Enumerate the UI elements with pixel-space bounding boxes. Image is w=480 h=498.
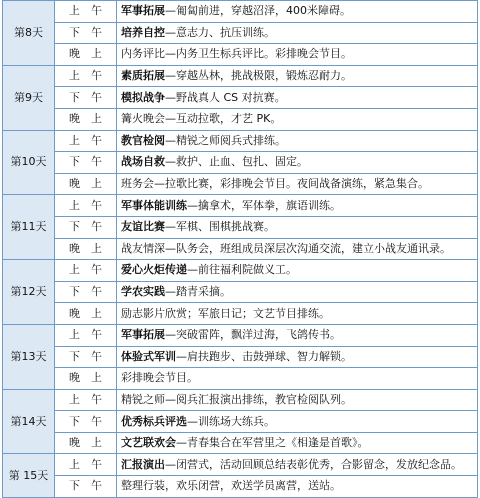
- time-slot: [55, 346, 117, 368]
- time-slot-first-char: 下: [69, 90, 80, 104]
- time-slot-second-char: 午: [91, 285, 102, 299]
- activity-title: 友谊比赛: [121, 220, 165, 234]
- schedule-row: [3, 130, 478, 152]
- activity-cell: [117, 368, 478, 390]
- time-slot: [55, 108, 117, 130]
- schedule-row: [3, 1, 478, 23]
- time-slot-second-char: 上: [91, 241, 102, 255]
- activity-cell: [117, 260, 478, 282]
- activity-description: —擒拿术，军体拳，旗语训练。: [187, 198, 341, 212]
- activity-title: 体验式军训: [121, 349, 176, 363]
- activity-title: 学农实践: [121, 285, 165, 299]
- activity-title: 文艺联欢会: [121, 436, 176, 450]
- activity-description: 内务评比—内务卫生标兵评比。彩排晚会节目。: [121, 47, 352, 61]
- activity-cell: [117, 324, 478, 346]
- schedule-row: [3, 44, 478, 66]
- time-slot: [55, 216, 117, 238]
- time-slot: [55, 454, 117, 476]
- time-slot: [55, 411, 117, 433]
- activity-description: —踏青采摘。: [165, 285, 231, 299]
- activity-description: —闭营式，活动回顾总结表彰优秀，合影留念，发放纪念品。: [165, 457, 462, 471]
- activity-description: 整理行装，欢乐闭营，欢送学员离营，送站。: [121, 479, 341, 493]
- activity-description: 篝火晚会—互动拉歌，才艺 PK。: [121, 112, 282, 126]
- activity-cell: [117, 411, 478, 433]
- schedule-row: [3, 108, 478, 130]
- schedule-table: [2, 0, 478, 498]
- day-label: 第8天: [3, 1, 55, 66]
- activity-description: —青春集合在军营里之《相逢是首歌》。: [176, 436, 369, 450]
- time-slot-first-char: 晚: [69, 112, 80, 126]
- activity-cell: [117, 281, 478, 303]
- activity-cell: [117, 87, 478, 109]
- time-slot: [55, 324, 117, 346]
- schedule-body: [3, 1, 478, 498]
- time-slot-second-char: 上: [91, 47, 102, 61]
- time-slot-second-char: 午: [91, 198, 102, 212]
- schedule-row: [3, 281, 478, 303]
- time-slot-first-char: 上: [69, 133, 80, 147]
- activity-title: 汇报演出: [121, 457, 165, 471]
- time-slot: [55, 152, 117, 174]
- time-slot-second-char: 上: [91, 112, 102, 126]
- time-slot: [55, 1, 117, 23]
- schedule-row: [3, 389, 478, 411]
- activity-title: 爱心火炬传递: [121, 263, 187, 277]
- activity-description: —野战真人 CS 对抗赛。: [165, 90, 286, 104]
- activity-description: 战友情深—队务会，班组成员深层次沟通交流，建立小战友通讯录。: [121, 241, 451, 255]
- activity-cell: [117, 432, 478, 454]
- time-slot-second-char: 上: [91, 436, 102, 450]
- schedule-row: [3, 195, 478, 217]
- time-slot-second-char: 午: [91, 479, 102, 493]
- activity-cell: [117, 346, 478, 368]
- day-label: 第12天: [3, 260, 55, 325]
- schedule-row: [3, 216, 478, 238]
- time-slot-first-char: 晚: [69, 177, 80, 191]
- time-slot: [55, 173, 117, 195]
- time-slot-second-char: 午: [91, 263, 102, 277]
- activity-title: 战场自救: [121, 155, 165, 169]
- schedule-row: [3, 368, 478, 390]
- activity-title: 教官检阅: [121, 133, 165, 147]
- time-slot-first-char: 晚: [69, 436, 80, 450]
- activity-description: —肩扶跑步、击鼓弹球、智力解锁。: [176, 349, 352, 363]
- time-slot-second-char: 午: [91, 155, 102, 169]
- time-slot-second-char: 上: [91, 306, 102, 320]
- time-slot-first-char: 下: [69, 479, 80, 493]
- time-slot-second-char: 午: [91, 349, 102, 363]
- time-slot-first-char: 上: [69, 198, 80, 212]
- activity-title: 军事拓展: [121, 4, 165, 18]
- day-label: 第 15天: [3, 454, 55, 497]
- schedule-row: [3, 476, 478, 498]
- schedule-row: [3, 346, 478, 368]
- day-label: 第14天: [3, 389, 55, 454]
- schedule-row: [3, 238, 478, 260]
- activity-cell: [117, 22, 478, 44]
- time-slot: [55, 476, 117, 498]
- time-slot-second-char: 上: [91, 177, 102, 191]
- time-slot-second-char: 午: [91, 414, 102, 428]
- time-slot-first-char: 下: [69, 414, 80, 428]
- time-slot: [55, 432, 117, 454]
- activity-cell: [117, 130, 478, 152]
- schedule-row: [3, 260, 478, 282]
- time-slot: [55, 65, 117, 87]
- schedule-row: [3, 152, 478, 174]
- activity-description: 励志影片欣赏；军旅日记；文艺节目排练。: [121, 306, 330, 320]
- time-slot-first-char: 上: [69, 69, 80, 83]
- time-slot-second-char: 午: [91, 392, 102, 406]
- activity-title: 培养自控: [121, 25, 165, 39]
- activity-title: 模拟战争: [121, 90, 165, 104]
- time-slot: [55, 238, 117, 260]
- schedule-row: [3, 303, 478, 325]
- activity-description: —意志力、抗压训练。: [165, 25, 275, 39]
- time-slot-first-char: 下: [69, 349, 80, 363]
- time-slot-second-char: 上: [91, 371, 102, 385]
- day-label: 第13天: [3, 324, 55, 389]
- activity-description: —穿越丛林，挑战极限，锻炼忍耐力。: [165, 69, 352, 83]
- schedule-row: [3, 65, 478, 87]
- time-slot: [55, 281, 117, 303]
- activity-cell: [117, 216, 478, 238]
- time-slot-first-char: 晚: [69, 241, 80, 255]
- activity-title: 优秀标兵评选: [121, 414, 187, 428]
- time-slot-second-char: 午: [91, 220, 102, 234]
- activity-cell: [117, 1, 478, 23]
- time-slot-second-char: 午: [91, 133, 102, 147]
- activity-description: 精锐之师—阅兵汇报演出排练，教官检阅队列。: [121, 392, 352, 406]
- activity-description: —突破雷阵，飘洋过海，飞鸽传书。: [165, 328, 341, 342]
- time-slot: [55, 303, 117, 325]
- activity-title: 军事拓展: [121, 328, 165, 342]
- schedule-row: [3, 173, 478, 195]
- activity-cell: [117, 108, 478, 130]
- activity-cell: [117, 476, 478, 498]
- schedule-row: [3, 411, 478, 433]
- activity-description: —精锐之师阅兵式排练。: [165, 133, 286, 147]
- activity-description: —救护、止血、包扎、固定。: [165, 155, 308, 169]
- activity-description: 彩排晚会节目。: [121, 371, 198, 385]
- activity-description: —前往福利院做义工。: [187, 263, 297, 277]
- activity-cell: [117, 195, 478, 217]
- time-slot: [55, 130, 117, 152]
- time-slot-first-char: 上: [69, 263, 80, 277]
- activity-cell: [117, 238, 478, 260]
- activity-cell: [117, 65, 478, 87]
- time-slot-first-char: 晚: [69, 371, 80, 385]
- schedule-row: [3, 324, 478, 346]
- time-slot: [55, 22, 117, 44]
- activity-title: 军事体能训练: [121, 198, 187, 212]
- schedule-row: [3, 22, 478, 44]
- day-label: 第11天: [3, 195, 55, 260]
- activity-description: —匍匐前进，穿越沼泽，400米障碍。: [165, 4, 351, 18]
- time-slot-first-char: 上: [69, 392, 80, 406]
- time-slot-first-char: 晚: [69, 47, 80, 61]
- activity-description: —训练场大练兵。: [187, 414, 275, 428]
- time-slot: [55, 195, 117, 217]
- day-label: 第10天: [3, 130, 55, 195]
- activity-cell: [117, 152, 478, 174]
- activity-description: 班务会—拉歌比赛，彩排晚会节目。夜间战备演练，紧急集合。: [121, 177, 429, 191]
- schedule-row: [3, 432, 478, 454]
- time-slot-first-char: 晚: [69, 306, 80, 320]
- time-slot-second-char: 午: [91, 69, 102, 83]
- schedule-row: [3, 87, 478, 109]
- time-slot: [55, 389, 117, 411]
- time-slot: [55, 44, 117, 66]
- time-slot-second-char: 午: [91, 328, 102, 342]
- time-slot-first-char: 下: [69, 285, 80, 299]
- time-slot-second-char: 午: [91, 25, 102, 39]
- activity-description: —军棋、围棋挑战赛。: [165, 220, 275, 234]
- activity-cell: [117, 173, 478, 195]
- time-slot-first-char: 上: [69, 328, 80, 342]
- day-label: 第9天: [3, 65, 55, 130]
- time-slot-first-char: 下: [69, 155, 80, 169]
- schedule-row: [3, 454, 478, 476]
- time-slot-second-char: 午: [91, 90, 102, 104]
- activity-cell: [117, 389, 478, 411]
- time-slot-second-char: 午: [91, 4, 102, 18]
- activity-cell: [117, 303, 478, 325]
- time-slot-first-char: 上: [69, 457, 80, 471]
- activity-title: 素质拓展: [121, 69, 165, 83]
- time-slot-first-char: 下: [69, 25, 80, 39]
- time-slot-first-char: 上: [69, 4, 80, 18]
- time-slot: [55, 368, 117, 390]
- time-slot-second-char: 午: [91, 457, 102, 471]
- activity-cell: [117, 454, 478, 476]
- activity-cell: [117, 44, 478, 66]
- time-slot: [55, 260, 117, 282]
- time-slot-first-char: 下: [69, 220, 80, 234]
- time-slot: [55, 87, 117, 109]
